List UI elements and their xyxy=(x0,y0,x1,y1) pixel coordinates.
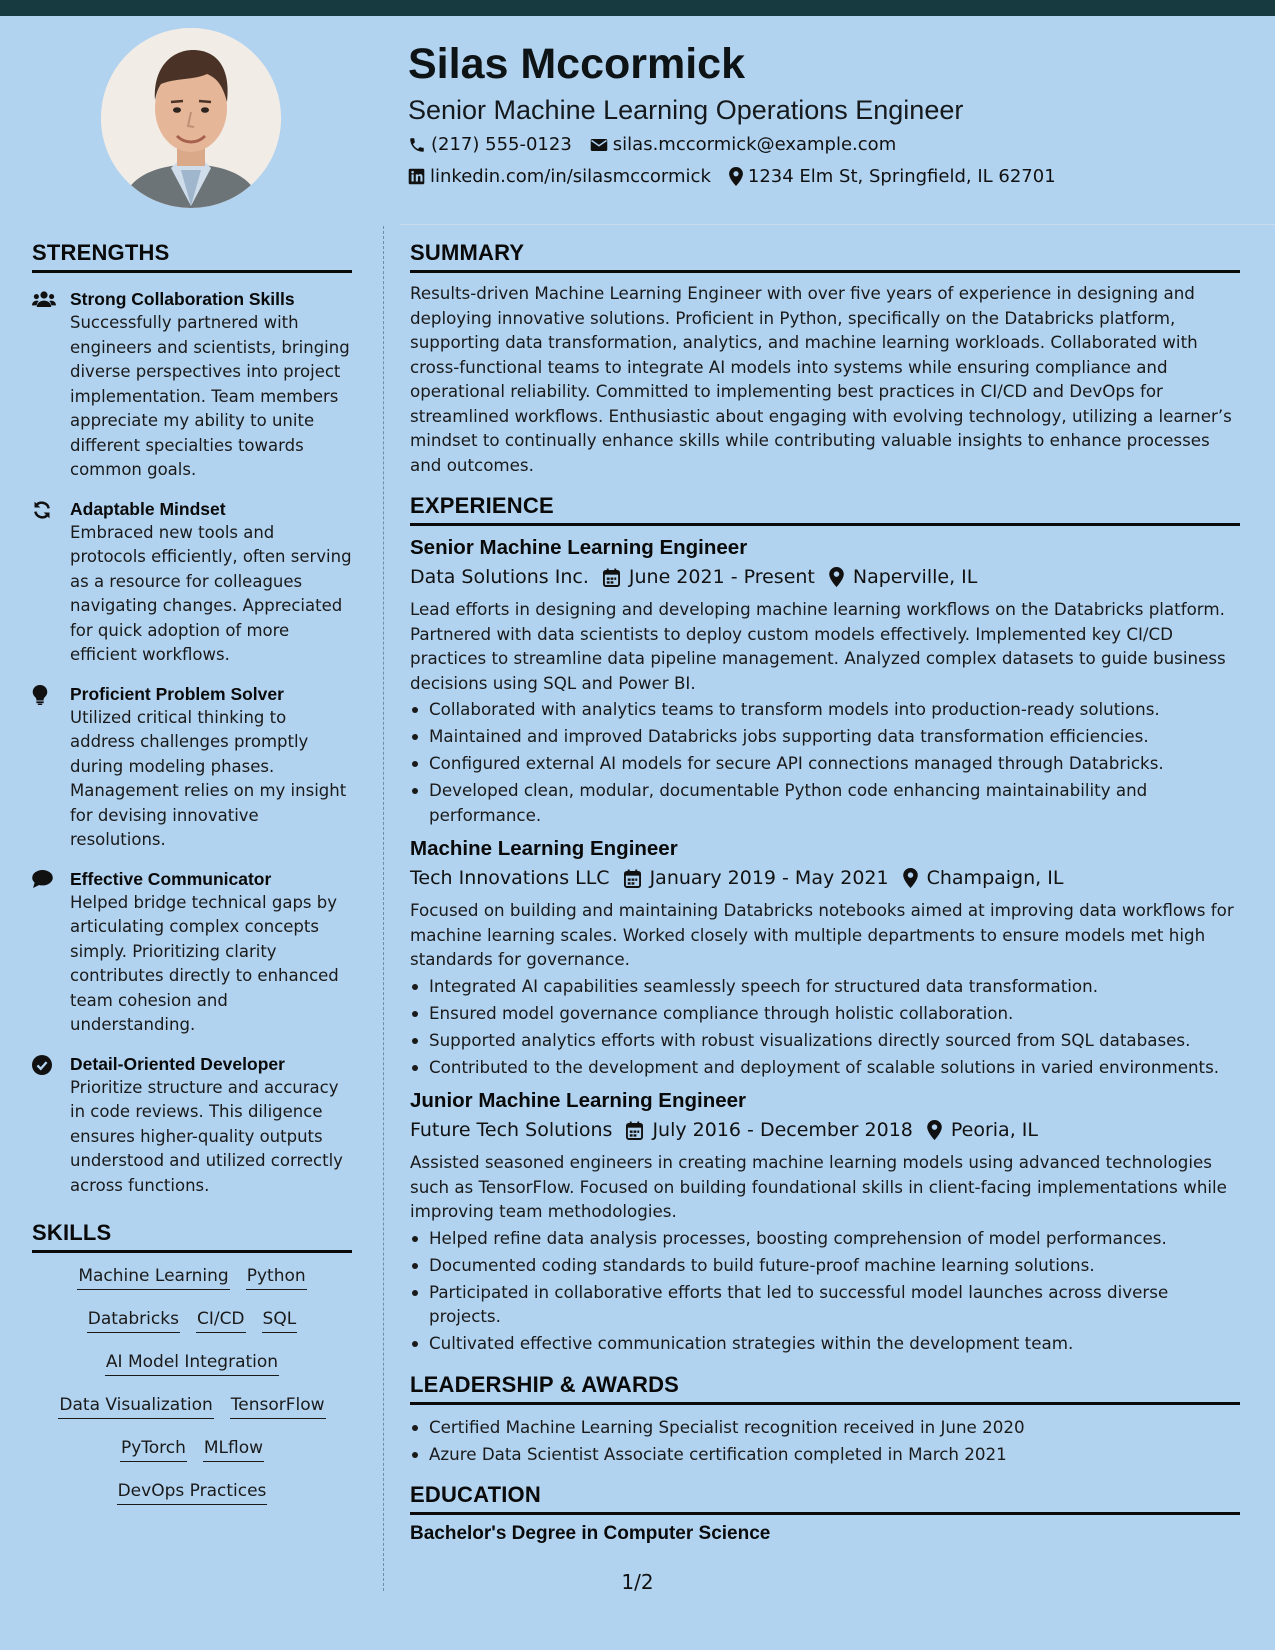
phone-icon xyxy=(408,136,426,154)
strength-item xyxy=(32,682,352,853)
skill-tag: TensorFlow xyxy=(230,1394,326,1419)
job-location: Peoria, IL xyxy=(950,1119,1038,1141)
job-dates: January 2019 - May 2021 xyxy=(649,867,889,889)
job-entry xyxy=(410,536,1240,827)
top-accent-bar xyxy=(0,0,1275,16)
map-pin-icon xyxy=(903,868,918,888)
strength-item xyxy=(32,1052,352,1199)
address-text: 1234 Elm St, Springfield, IL 62701 xyxy=(747,166,1056,187)
list-item: Cultivated effective communication strategies within the development team. xyxy=(410,1331,1240,1356)
job-dates: June 2021 - Present xyxy=(628,566,815,588)
strength-description: Embraced new tools and protocols efficiently, often serving as a resource for colleagues navigating changes. Appreciated for quick adoption of more efficient workflows. xyxy=(70,522,352,664)
list-item: Configured external AI models for secure API connections managed through Databricks. xyxy=(410,751,1240,776)
calendar-icon xyxy=(624,869,641,888)
skill-tag: Databricks xyxy=(87,1308,180,1333)
awards-heading: LEADERSHIP & AWARDS xyxy=(410,1372,1240,1405)
profile-photo xyxy=(101,28,281,208)
candidate-title: Senior Machine Learning Operations Engineer xyxy=(408,95,964,125)
skill-row xyxy=(32,1437,352,1462)
calendar-icon xyxy=(603,568,620,587)
job-title: Junior Machine Learning Engineer xyxy=(410,1089,747,1112)
page-number: 1/2 xyxy=(621,1570,654,1594)
contact-row-1 xyxy=(408,134,914,155)
education-heading: EDUCATION xyxy=(410,1482,1240,1515)
experience-heading: EXPERIENCE xyxy=(410,493,1240,526)
skill-tag: AI Model Integration xyxy=(105,1351,279,1376)
left-column xyxy=(32,240,352,1523)
skill-row xyxy=(32,1265,352,1290)
list-item: Maintained and improved Databricks jobs supporting data transformation efficiencies. xyxy=(410,724,1240,749)
strength-title: Detail-Oriented Developer xyxy=(70,1053,285,1074)
strength-title: Strong Collaboration Skills xyxy=(70,289,295,309)
strength-item xyxy=(32,497,352,668)
list-item: Supported analytics efforts with robust visualizations directly sourced from SQL databases. xyxy=(410,1028,1240,1053)
check-circle-icon xyxy=(32,1055,52,1075)
map-pin-icon xyxy=(829,567,844,587)
skill-tag: PyTorch xyxy=(120,1437,187,1462)
company-name: Future Tech Solutions xyxy=(410,1119,613,1141)
job-meta xyxy=(410,566,1240,588)
skill-tag: DevOps Practices xyxy=(117,1480,268,1505)
list-item: Azure Data Scientist Associate certification completed in March 2021 xyxy=(410,1442,1240,1467)
envelope-icon xyxy=(590,137,608,153)
linkedin-text: linkedin.com/in/silasmccormick xyxy=(430,166,711,187)
skill-row xyxy=(32,1480,352,1505)
email-text: silas.mccormick@example.com xyxy=(612,134,897,155)
strength-title: Proficient Problem Solver xyxy=(70,683,284,704)
header-divider xyxy=(400,224,1275,225)
summary-text: Results-driven Machine Learning Engineer with over five years of experience in designing and deploying innovative solutions. Proficient in Python, specifically on the Databricks platform, supporting data transformation, analytics, and machine learning workloads. Collaborated with cross-functional teams to integrate AI models into systems while ensuring compliance and operational reliability. Committed to implementing best practices in CI/CD and DevOps for streamlined workflows. Enthusiastic about engaging with evolving technology, utilizing a learner’s mindset to continually enhance skills while contributing valuable insights to enhance processes and outcomes. xyxy=(410,283,1232,475)
list-item: Ensured model governance compliance through holistic collaboration. xyxy=(410,1001,1240,1026)
list-item: Contributed to the development and deployment of scalable solutions in varied environments. xyxy=(410,1055,1240,1080)
right-column xyxy=(410,240,1240,1545)
phone-text: (217) 555-0123 xyxy=(431,134,572,155)
strength-description: Prioritize structure and accuracy in code reviews. This diligence ensures higher-quality outputs understood and utilized correctly across functions. xyxy=(70,1077,343,1195)
job-bullets xyxy=(410,1226,1240,1356)
skill-row xyxy=(32,1351,352,1376)
lightbulb-icon xyxy=(32,685,48,705)
calendar-icon xyxy=(626,1121,643,1140)
job-description: Focused on building and maintaining Databricks notebooks aimed at improving data workflows for machine learning scales. Worked closely with multiple departments to ensure models met high standards for governance. xyxy=(410,900,1234,969)
company-name: Data Solutions Inc. xyxy=(410,566,589,588)
job-dates: July 2016 - December 2018 xyxy=(652,1119,913,1141)
job-description: Lead efforts in designing and developing machine learning workflows on the Databricks platform. Partnered with data scientists to deploy custom models effectively. Implemented key CI/CD practices to streamline data pipeline management. Analyzed complex datasets to guide business decisions using SQL and Power BI. xyxy=(410,599,1226,693)
portrait-illustration xyxy=(101,28,281,208)
skill-row xyxy=(32,1394,352,1419)
map-pin-icon xyxy=(729,167,743,186)
skills-list xyxy=(32,1265,352,1505)
skill-tag: CI/CD xyxy=(196,1308,246,1333)
email-contact[interactable] xyxy=(590,134,896,155)
job-bullets xyxy=(410,974,1240,1080)
job-location: Champaign, IL xyxy=(926,867,1064,889)
skill-tag: MLflow xyxy=(203,1437,264,1462)
skill-row xyxy=(32,1308,352,1333)
column-divider xyxy=(383,226,384,1591)
job-description: Assisted seasoned engineers in creating machine learning models using advanced technologies such as TensorFlow. Focused on building foundational skills in client-facing implementations while improving team methodologies. xyxy=(410,1152,1227,1221)
list-item: Participated in collaborative efforts that led to successful model launches across diverse projects. xyxy=(410,1280,1240,1329)
skill-tag: SQL xyxy=(262,1308,298,1333)
list-item: Documented coding standards to build future-proof machine learning solutions. xyxy=(410,1253,1240,1278)
contact-row-2 xyxy=(408,166,1074,187)
job-bullets xyxy=(410,697,1240,827)
list-item: Developed clean, modular, documentable Python code enhancing maintainability and performance. xyxy=(410,778,1240,827)
job-meta xyxy=(410,1119,1240,1141)
strength-title: Effective Communicator xyxy=(70,868,272,889)
map-pin-icon xyxy=(927,1120,942,1140)
awards-list xyxy=(410,1415,1240,1467)
list-item: Collaborated with analytics teams to transform models into production-ready solutions. xyxy=(410,697,1240,722)
skill-tag: Python xyxy=(246,1265,307,1290)
skill-tag: Machine Learning xyxy=(77,1265,229,1290)
job-title: Machine Learning Engineer xyxy=(410,837,678,860)
strength-description: Utilized critical thinking to address challenges promptly during modeling phases. Management relies on my insight for devising innovative resolutions. xyxy=(70,707,347,849)
job-entry xyxy=(410,1089,1240,1356)
list-item: Helped refine data analysis processes, boosting comprehension of model performances. xyxy=(410,1226,1240,1251)
job-meta xyxy=(410,867,1240,889)
strength-item xyxy=(32,287,352,483)
candidate-name: Silas Mccormick xyxy=(408,40,746,88)
list-item: Integrated AI capabilities seamlessly speech for structured data transformation. xyxy=(410,974,1240,999)
strength-item xyxy=(32,867,352,1038)
company-name: Tech Innovations LLC xyxy=(410,867,610,889)
strength-description: Successfully partnered with engineers and scientists, bringing diverse perspectives into project implementation. Team members appreciate my ability to unite different specialties towards common goals. xyxy=(70,313,350,479)
skills-heading: SKILLS xyxy=(32,1220,352,1253)
list-item: Certified Machine Learning Specialist recognition received in June 2020 xyxy=(410,1415,1240,1440)
chat-bubble-icon xyxy=(32,870,53,888)
address-contact xyxy=(729,166,1056,187)
education-degree: Bachelor's Degree in Computer Science xyxy=(410,1523,771,1544)
job-title: Senior Machine Learning Engineer xyxy=(410,536,748,559)
skill-tag: Data Visualization xyxy=(58,1394,213,1419)
phone-contact[interactable] xyxy=(408,134,572,155)
strength-description: Helped bridge technical gaps by articulating complex concepts simply. Prioritizing clarity contributes directly to enhanced team cohesion and understanding. xyxy=(70,892,339,1034)
refresh-icon xyxy=(32,500,52,520)
job-entry xyxy=(410,837,1240,1079)
users-icon xyxy=(32,290,56,308)
linkedin-contact[interactable] xyxy=(408,166,711,187)
strengths-heading: STRENGTHS xyxy=(32,240,352,273)
linkedin-icon xyxy=(408,168,425,185)
job-location: Naperville, IL xyxy=(852,566,978,588)
summary-heading: SUMMARY xyxy=(410,240,1240,273)
strength-title: Adaptable Mindset xyxy=(70,498,226,519)
